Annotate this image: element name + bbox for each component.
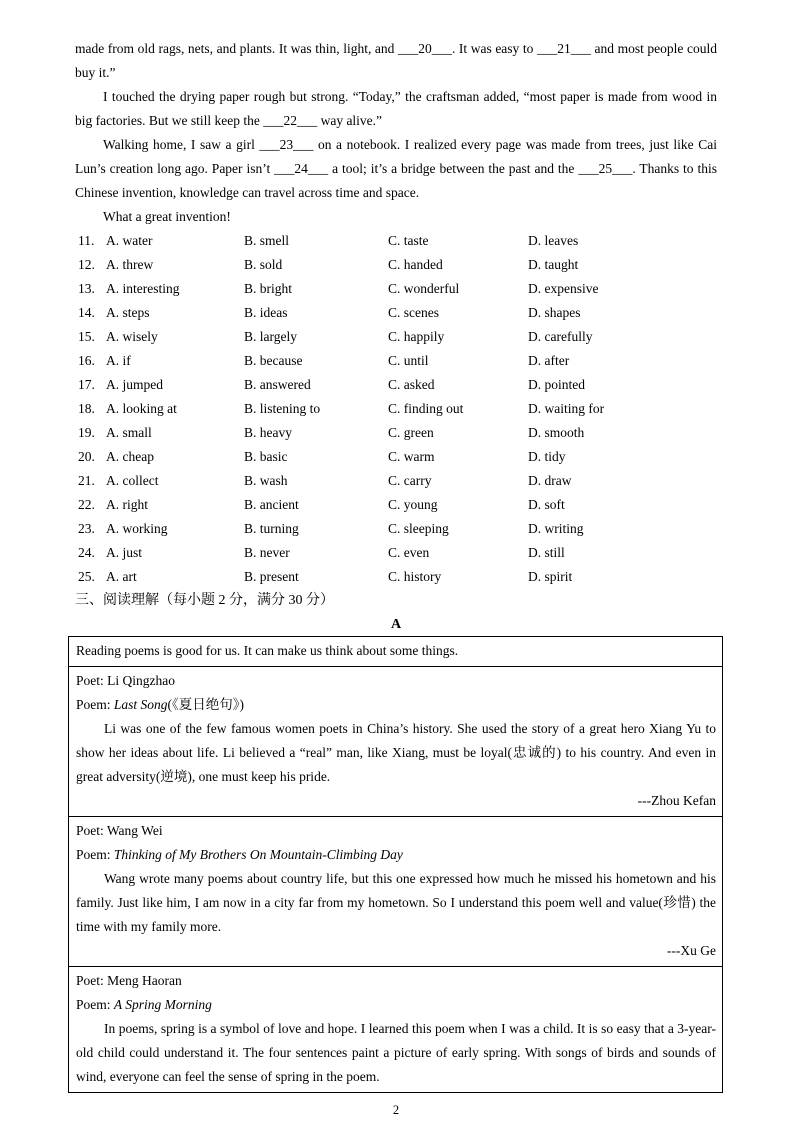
poem-commentary: Li was one of the few famous women poets in China’s history. She used the story of a great hero Xiang Yu to show her ideas about life. Li believed a “real” man, like Xiang, must be loyal(忠诚的) to his country. And even in great adversity(逆境), one must keep his pride. (76, 721, 716, 784)
option-d: D. leaves (528, 233, 579, 248)
option-b: B. sold (244, 257, 283, 272)
reading-passage-table (68, 636, 723, 1093)
question-row-20 (75, 445, 717, 469)
option-c: C. sleeping (388, 521, 449, 536)
question-number: 13. (78, 281, 95, 296)
passage-a-label: A (390, 617, 402, 632)
question-row-14 (75, 301, 717, 325)
option-d: D. expensive (528, 281, 599, 296)
option-a: A. wisely (106, 329, 158, 344)
option-d: D. taught (528, 257, 579, 272)
option-c: C. history (388, 569, 442, 584)
option-c: C. young (388, 497, 438, 512)
option-c: C. even (388, 545, 430, 560)
cloze-options-list (75, 229, 717, 589)
question-row-24 (75, 541, 717, 565)
question-number: 24. (78, 545, 95, 560)
option-b: B. smell (244, 233, 290, 248)
poem-label: Poem: (76, 697, 114, 712)
question-number: 15. (78, 329, 95, 344)
commentator-signature: ---Xu Ge (666, 943, 716, 958)
question-row-21 (75, 469, 717, 493)
option-c: C. wonderful (388, 281, 460, 296)
option-a: A. jumped (106, 377, 163, 392)
poem-title: A Spring Morning (113, 997, 212, 1012)
option-b: B. basic (244, 449, 288, 464)
question-number: 11. (78, 233, 95, 248)
table-row-meng-haoran (69, 967, 723, 1093)
option-b: B. turning (244, 521, 299, 536)
passage-intro: Reading poems is good for us. It can make us think about some things. (69, 637, 723, 667)
option-d: D. soft (528, 497, 565, 512)
commentator-signature: ---Zhou Kefan (637, 793, 716, 808)
option-c: C. asked (388, 377, 435, 392)
option-c: C. taste (388, 233, 429, 248)
cloze-paragraph-3: Walking home, I saw a girl ___23___ on a notebook. I realized every page was made from trees, just like Cai Lun’s creation long ago. Paper isn’t ___24___ a tool; it’s a bridge between the past and the ___25___. Thanks to this Chinese invention, knowledge can travel across time and space. (75, 137, 717, 200)
poem-title: Last Song (113, 697, 168, 712)
option-a: A. art (106, 569, 137, 584)
table-row-li-qingzhao (69, 667, 723, 817)
poem-label: Poem: (76, 997, 114, 1012)
option-d: D. carefully (528, 329, 593, 344)
question-number: 22. (78, 497, 95, 512)
option-a: A. right (106, 497, 148, 512)
option-d: D. writing (528, 521, 584, 536)
option-b: B. wash (244, 473, 288, 488)
option-c: C. warm (388, 449, 435, 464)
question-number: 14. (78, 305, 95, 320)
option-c: C. finding out (388, 401, 464, 416)
option-a: A. water (106, 233, 153, 248)
reading-section-heading: 三、阅读理解（每小题 2 分，满分 30 分） (75, 593, 334, 608)
option-b: B. never (244, 545, 290, 560)
question-row-18 (75, 397, 717, 421)
question-number: 25. (78, 569, 95, 584)
question-number: 23. (78, 521, 95, 536)
question-number: 12. (78, 257, 95, 272)
option-c: C. scenes (388, 305, 439, 320)
option-a: A. just (106, 545, 143, 560)
cloze-paragraph-2: I touched the drying paper rough but strong. “Today,” the craftsman added, “most paper is made from wood in big factories. But we still keep the ___22___ way alive.” (75, 89, 717, 128)
question-row-16 (75, 349, 717, 373)
option-c: C. green (388, 425, 434, 440)
option-a: A. steps (106, 305, 150, 320)
option-b: B. because (244, 353, 303, 368)
option-a: A. working (106, 521, 168, 536)
question-row-25 (75, 565, 717, 589)
poem-title-line (76, 693, 716, 717)
question-row-12 (75, 253, 717, 277)
option-b: B. heavy (244, 425, 292, 440)
question-number: 16. (78, 353, 95, 368)
option-a: A. collect (106, 473, 159, 488)
cloze-paragraph-continued: made from old rags, nets, and plants. It was thin, light, and ___20___. It was easy to ___21___ and most people could buy it.” (75, 41, 717, 80)
poem-title-chinese: (《夏日绝句》) (167, 697, 245, 712)
poem-title-line (76, 843, 716, 867)
option-a: A. small (106, 425, 152, 440)
poem-title-line (76, 993, 716, 1017)
option-d: D. shapes (528, 305, 581, 320)
poet-name: Poet: Meng Haoran (76, 973, 182, 988)
option-d: D. pointed (528, 377, 585, 392)
option-a: A. threw (106, 257, 154, 272)
option-d: D. tidy (528, 449, 566, 464)
question-number: 17. (78, 377, 95, 392)
option-b: B. bright (244, 281, 293, 296)
option-b: B. ancient (244, 497, 299, 512)
question-row-19 (75, 421, 717, 445)
question-number: 19. (78, 425, 95, 440)
option-d: D. smooth (528, 425, 585, 440)
option-b: B. listening to (244, 401, 321, 416)
cloze-paragraph-4: What a great invention! (103, 209, 231, 224)
option-d: D. spirit (528, 569, 573, 584)
option-c: C. carry (388, 473, 432, 488)
question-row-17 (75, 373, 717, 397)
question-row-11 (75, 229, 717, 253)
poem-title: Thinking of My Brothers On Mountain-Climbing Day (113, 847, 403, 862)
table-row-intro (69, 637, 723, 667)
option-a: A. looking at (106, 401, 177, 416)
table-row-wang-wei (69, 817, 723, 967)
option-c: C. until (388, 353, 429, 368)
option-a: A. if (106, 353, 131, 368)
poem-commentary: Wang wrote many poems about country life, but this one expressed how much he missed his hometown and his family. Just like him, I am now in a city far from my hometown. So I understand this poem well and value(珍惜) the time with my family more. (76, 871, 716, 934)
question-row-13 (75, 277, 717, 301)
page-number: 2 (392, 1103, 400, 1117)
question-number: 20. (78, 449, 95, 464)
question-row-22 (75, 493, 717, 517)
option-d: D. after (528, 353, 570, 368)
option-b: B. largely (244, 329, 297, 344)
option-b: B. present (244, 569, 299, 584)
option-d: D. still (528, 545, 565, 560)
option-a: A. interesting (106, 281, 180, 296)
poet-name: Poet: Li Qingzhao (76, 673, 175, 688)
question-row-15 (75, 325, 717, 349)
option-b: B. ideas (244, 305, 288, 320)
poet-name: Poet: Wang Wei (76, 823, 163, 838)
option-a: A. cheap (106, 449, 154, 464)
question-number: 21. (78, 473, 95, 488)
option-d: D. draw (528, 473, 572, 488)
option-b: B. answered (244, 377, 311, 392)
question-row-23 (75, 517, 717, 541)
option-c: C. handed (388, 257, 443, 272)
option-d: D. waiting for (528, 401, 605, 416)
option-c: C. happily (388, 329, 445, 344)
poem-commentary: In poems, spring is a symbol of love and hope. I learned this poem when I was a child. It is so easy that a 3-year-old child could understand it. The four sentences paint a picture of early spring. With songs of birds and sounds of wind, everyone can feel the sense of spring in the poem. (76, 1021, 716, 1084)
question-number: 18. (78, 401, 95, 416)
poem-label: Poem: (76, 847, 114, 862)
